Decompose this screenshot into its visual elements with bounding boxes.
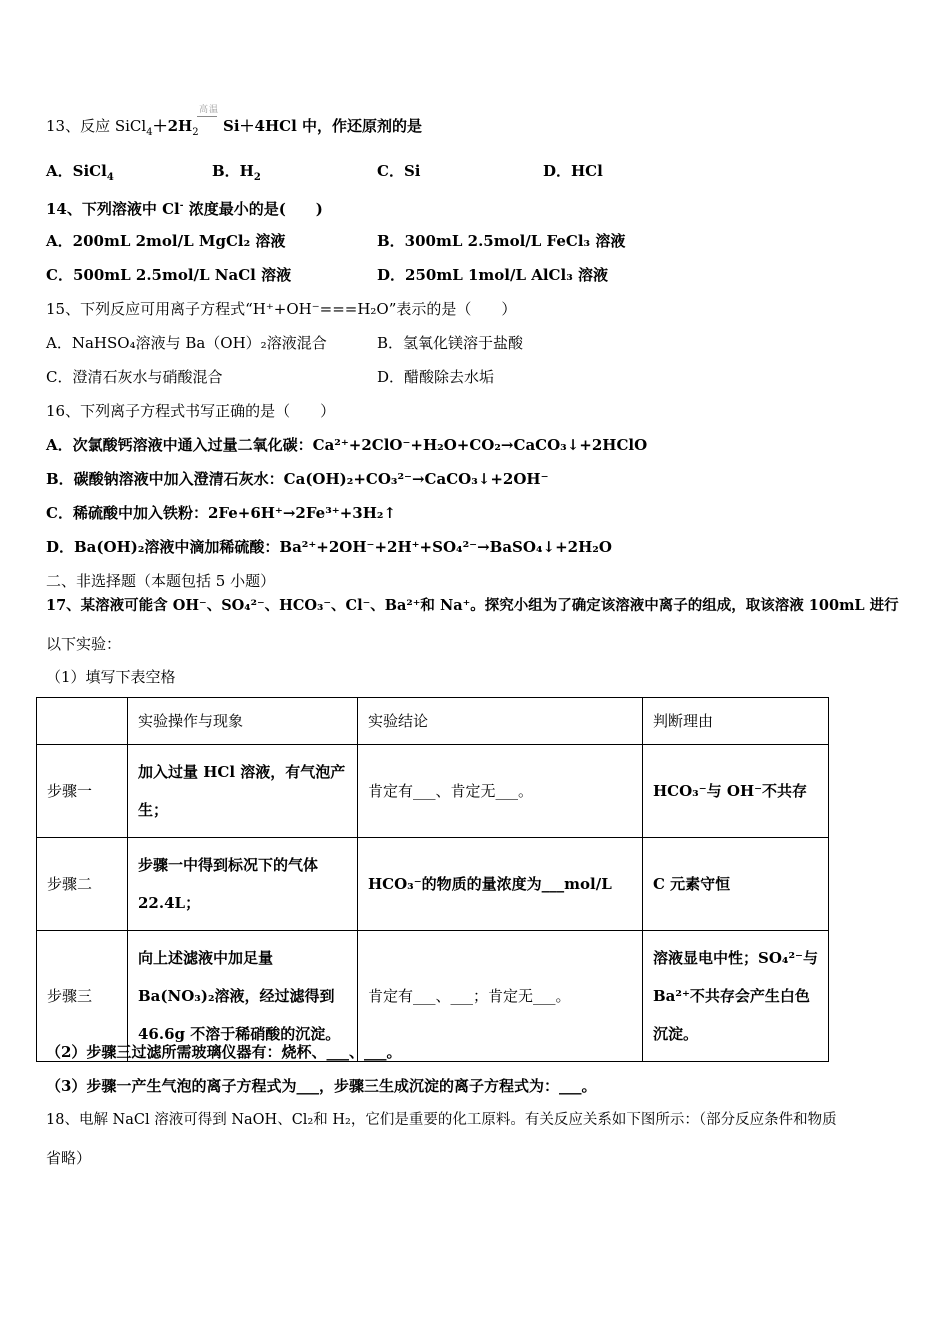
table-cell-op: 加入过量 HCl 溶液，有气泡产生； (128, 745, 358, 838)
q13-stem-prefix: 13、反应 SiCl (46, 117, 147, 135)
table-cell-op: 步骤一中得到标况下的气体 22.4L； (128, 838, 358, 931)
q14-option-b[interactable]: B．300mL 2.5mol/L FeCl₃ 溶液 (377, 232, 626, 250)
q13-condition-bar (197, 116, 217, 117)
q17-stem-line1: 17、某溶液可能含 OH⁻、SO₄²⁻、HCO₃⁻、Cl⁻、Ba²⁺和 Na⁺。探究小组为了确定该溶液中离子的组成，取该溶液 100mL 进行 (46, 597, 899, 614)
q13-condition-label: 高温 (199, 105, 220, 115)
q17-part1: （1）填写下表空格 (46, 668, 176, 686)
q16-stem: 16、下列离子方程式书写正确的是（ ） (46, 402, 336, 420)
q13-option-a[interactable]: A．SiCl$_4$ (46, 162, 114, 183)
q14-option-c[interactable]: C．500mL 2.5mol/L NaCl 溶液 (46, 266, 292, 284)
q13-option-d[interactable]: D．HCl (543, 162, 603, 180)
q14-option-d[interactable]: D．250mL 1mol/L AlCl₃ 溶液 (377, 266, 608, 284)
table-cell-step: 步骤二 (37, 838, 128, 931)
q16-option-d[interactable]: D．Ba(OH)₂溶液中滴加稀硫酸：Ba²⁺+2OH⁻+2H⁺+SO₄²⁻→BaSO₄↓+2H₂O (46, 538, 612, 556)
q13-sub-1: 4 (146, 127, 153, 138)
q17-experiment-table (36, 697, 829, 1062)
q18-stem-line2: 省略） (46, 1149, 92, 1167)
table-header-row (37, 698, 829, 745)
q16-option-a[interactable]: A．次氯酸钙溶液中通入过量二氧化碳：Ca²⁺+2ClO⁻+H₂O+CO₂→CaCO₃↓+2HClO (46, 436, 648, 454)
q17-part3: （3）步骤一产生气泡的离子方程式为___，步骤三生成沉淀的离子方程式为：___。 (46, 1077, 597, 1095)
table-header-cell: 实验结论 (358, 698, 643, 745)
q17-stem-line2: 以下实验： (46, 635, 122, 653)
q13-stem-suffix: Si＋4HCl 中，作还原剂的是 (223, 117, 422, 135)
table-cell-conclusion: HCO₃⁻的物质的量浓度为___mol/L (358, 838, 643, 931)
q15-option-d[interactable]: D．醋酸除去水垢 (377, 368, 495, 386)
q13-option-c[interactable]: C．Si (377, 162, 421, 180)
q15-option-c[interactable]: C．澄清石灰水与硝酸混合 (46, 368, 223, 386)
table-cell-op: 向上述滤液中加足量 Ba(NO₃)₂溶液，经过滤得到 46.6g 不溶于稀硝酸的沉淀。 (128, 931, 358, 1062)
table-cell-step: 步骤三 (37, 931, 128, 1062)
table-cell-conclusion: 肯定有___、___；肯定无___。 (358, 931, 643, 1062)
q18-stem-line1: 18、电解 NaCl 溶液可得到 NaOH、Cl₂和 H₂，它们是重要的化工原料。有关反应关系如下图所示：（部分反应条件和物质 (46, 1112, 837, 1128)
table-header-cell (37, 698, 128, 745)
table-row (37, 745, 829, 838)
q14-option-a[interactable]: A．200mL 2mol/L MgCl₂ 溶液 (46, 232, 286, 250)
q14-stem: 14、下列溶液中 Cl- 浓度最小的是( ) (46, 200, 323, 218)
q16-option-b[interactable]: B．碳酸钠溶液中加入澄清石灰水：Ca(OH)₂+CO₃²⁻→CaCO₃↓+2OH⁻ (46, 470, 549, 488)
table-cell-step: 步骤一 (37, 745, 128, 838)
q17-part2: （2）步骤三过滤所需玻璃仪器有：烧杯、___、___。 (46, 1043, 402, 1061)
q13-stem-mid: ＋2H (152, 117, 193, 135)
section-2-heading: 二、非选择题（本题包括 5 小题） (46, 572, 276, 590)
q15-stem: 15、下列反应可用离子方程式“H⁺+OH⁻===H₂O”表示的是（ ） (46, 300, 517, 318)
table-cell-reason: 溶液显电中性；SO₄²⁻与 Ba²⁺不共存会产生白色沉淀。 (643, 931, 829, 1062)
table-header-cell: 实验操作与现象 (128, 698, 358, 745)
q13-option-b[interactable]: B．$H_2$ (212, 162, 261, 183)
q16-option-c[interactable]: C．稀硫酸中加入铁粉：2Fe+6H⁺→2Fe³⁺+3H₂↑ (46, 504, 397, 522)
table-row (37, 838, 829, 931)
q13-stem (46, 116, 199, 143)
table-cell-reason: C 元素守恒 (643, 838, 829, 931)
q13-sub-2: 2 (192, 127, 199, 138)
table-cell-conclusion: 肯定有___、肯定无___。 (358, 745, 643, 838)
q15-option-b[interactable]: B．氢氧化镁溶于盐酸 (377, 334, 524, 352)
table-cell-reason: HCO₃⁻与 OH⁻不共存 (643, 745, 829, 838)
q15-option-a[interactable]: A．NaHSO₄溶液与 Ba（OH）₂溶液混合 (46, 334, 327, 352)
table-header-cell: 判断理由 (643, 698, 829, 745)
